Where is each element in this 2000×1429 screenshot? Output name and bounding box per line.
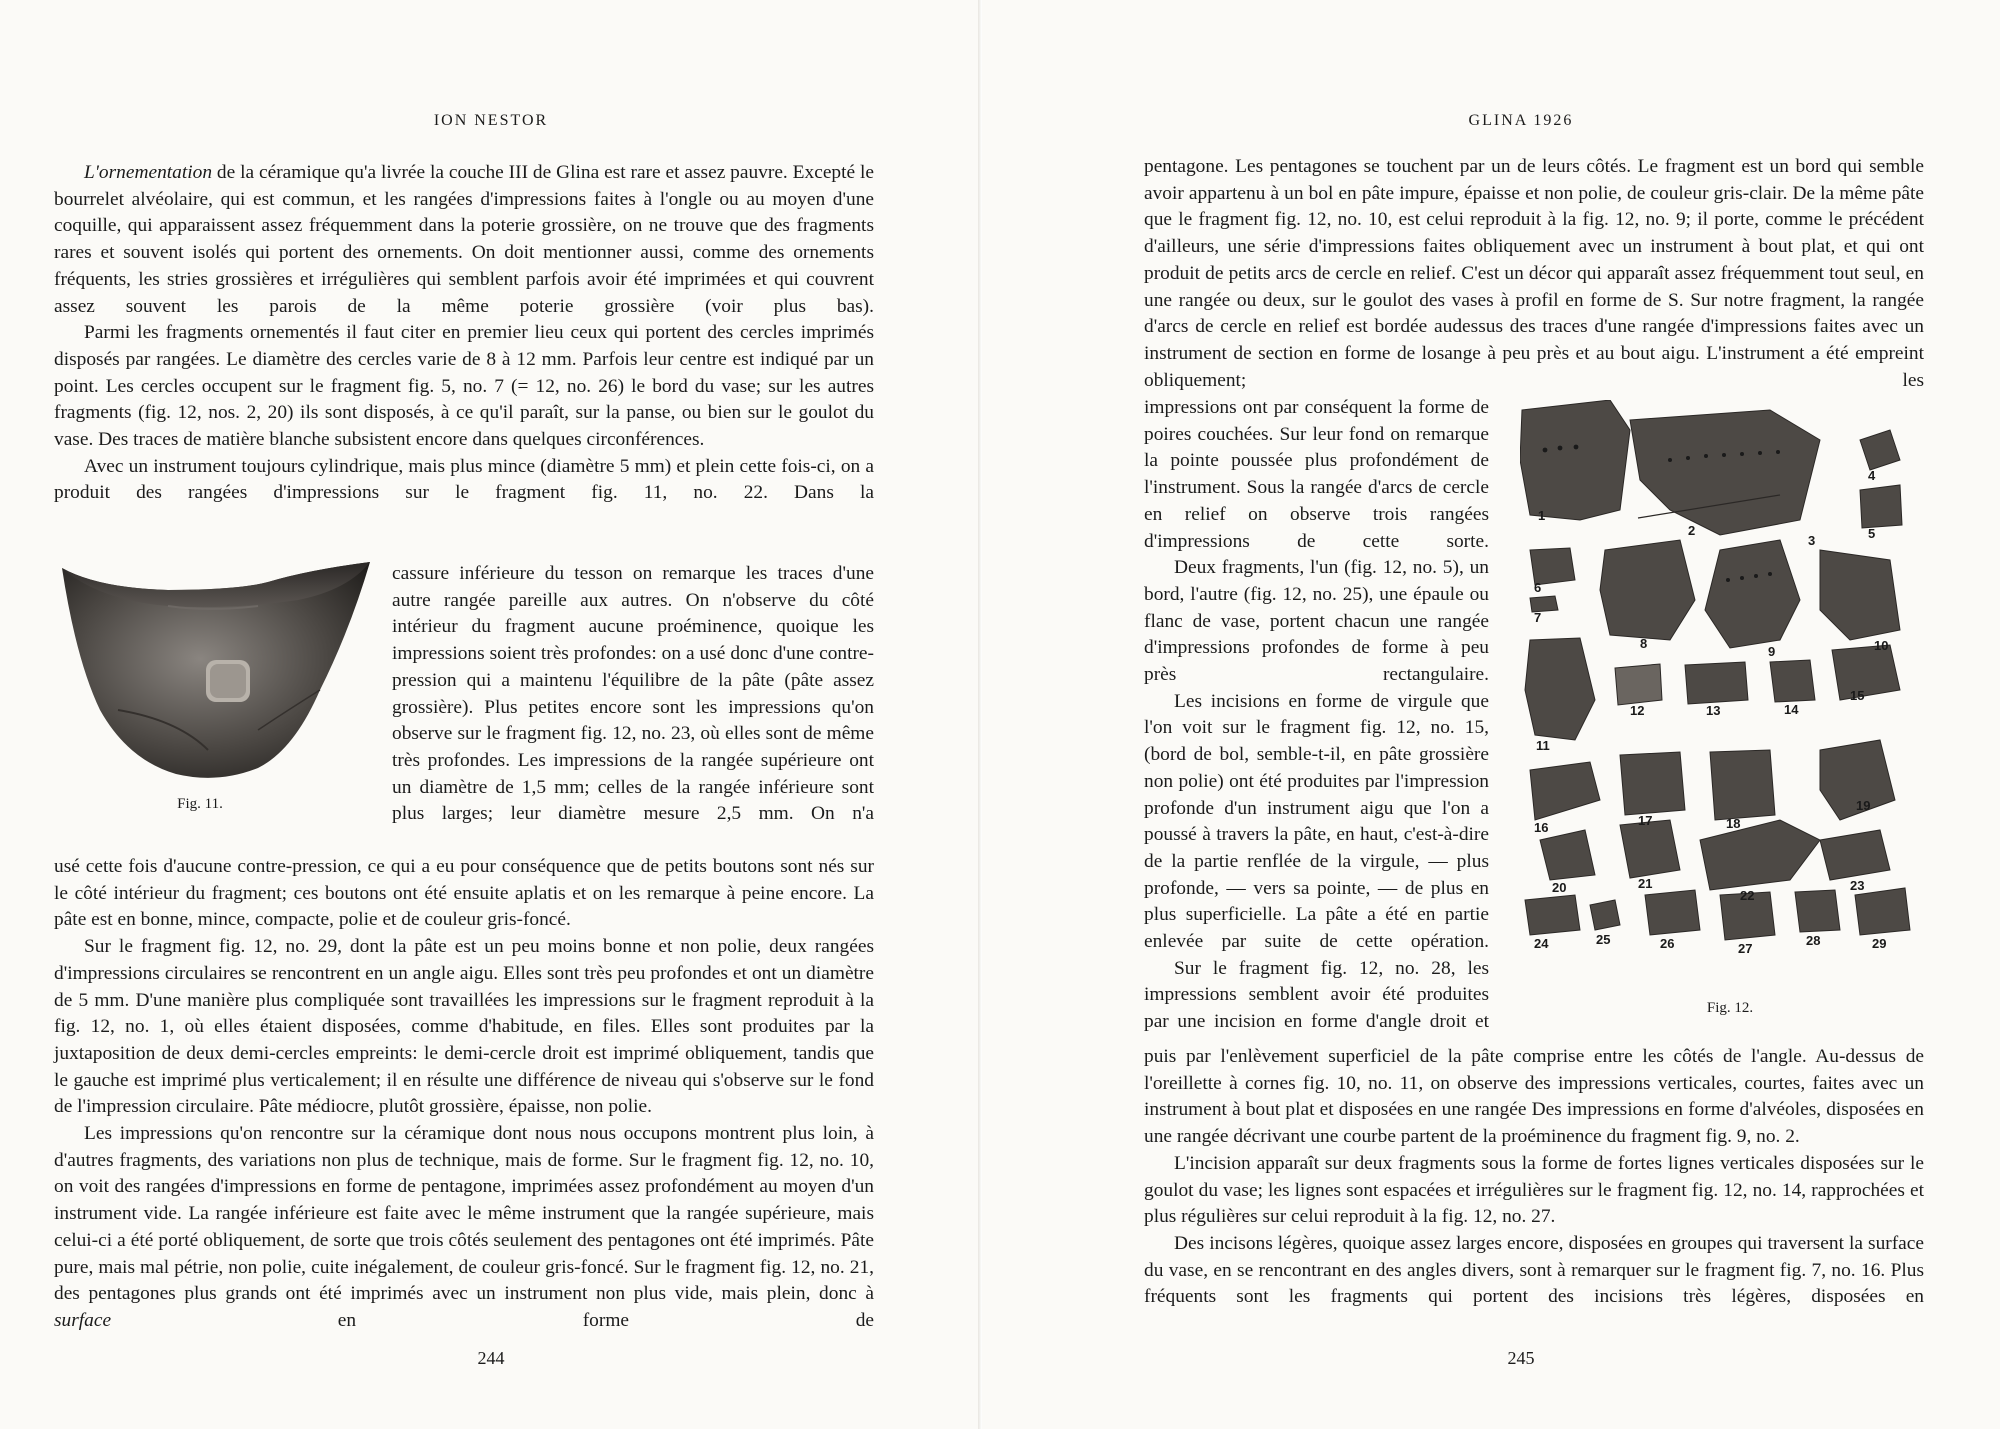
shard-20 [1540, 830, 1595, 880]
svg-text:24: 24 [1534, 936, 1549, 951]
shard-26 [1645, 890, 1700, 935]
bowl-photograph [58, 560, 376, 788]
running-head: GLINA 1926 [1468, 112, 1574, 129]
left-text-bottom [54, 854, 874, 1335]
shard-23 [1820, 830, 1890, 880]
shard-12 [1615, 664, 1662, 705]
svg-text:18: 18 [1726, 816, 1741, 831]
shard-22 [1700, 820, 1820, 890]
shard-13 [1685, 662, 1748, 704]
svg-text:1: 1 [1538, 508, 1546, 523]
svg-text:21: 21 [1638, 876, 1653, 891]
svg-text:2: 2 [1688, 523, 1696, 538]
svg-text:20: 20 [1552, 880, 1567, 895]
svg-text:10: 10 [1874, 638, 1889, 653]
svg-text:3: 3 [1808, 533, 1816, 548]
shard-18 [1710, 750, 1775, 820]
right-text-bottom [1144, 1044, 1924, 1311]
shard-4 [1860, 430, 1900, 470]
shard-10 [1820, 550, 1900, 640]
shard-14 [1770, 660, 1815, 702]
right-text-beside-figure [1144, 395, 1489, 1036]
shard-15 [1832, 645, 1900, 700]
svg-text:13: 13 [1706, 703, 1721, 718]
page-number: 245 [1507, 1348, 1535, 1368]
paragraph: pentagone. Les pentagones se touchent par un de leurs côtés. Le fragment est un bord qui semble avoir appartenu à un bol en pâte impure, épaisse et non polie, de couleur gris-clair. De la même pâte que le fragment fig. 12, no. 10, est celui reproduit à la fig. 12, no. 9; il porte, comme le précédent d'ailleurs, une série d'impressions faites obliquement avec un instrument à bout plat, et qui ont produit de petits arcs de cercle en relief. C'est un décor qui apparaît assez fréquemment tout seul, en une rangée ou deux, sur le goulot des vases à profil en forme de S. Sur notre fragment, la rangée d'arcs de cercle en relief est bordée audessus des traces d'une rangée d'impressions faites avec un instrument de section en forme de losange à peu près et au bout aigu. L'instrument a été empreint obliquement; les [1144, 156, 1924, 391]
paragraph: Les impressions qu'on rencontre sur la céramique dont nous nous occupons montrent plus loin, à d'autres fragments, des variations non plus de technique, mais de forme. Sur le fragment fig. 12, no. 10, on voit des rangées d'impressions en forme de pentagone, imprimées assez profondément au moyen d'un instrument vide. La rangée inférieure est faite avec le même instrument que la rangée supérieure, mais celui-ci a été porté obliquement, de sorte que trois côtés seulement des pentagones ont été imprimés. Pâte pure, mais mal pétrie, non polie, cuite inégalement, de couleur gris-foncé. Sur le fragment fig. 12, no. 21, des pentagones plus grands ont été imprimés avec un instrument non plus vide, mais plein, donc à surface en forme de [54, 1123, 874, 1331]
paragraph: cassure inférieure du tesson on remarque les traces d'une autre rangée pareille aux autres. On n'observe du côté intérieur du fragment aucune proéminence, quoique les impressions soient très profondes: on a usé donc d'une contre-pression qui a maintenu l'équilibre de la pâte (pâte assez grossière). Plus petites encore sont les impressions qu'on observe sur le fragment fig. 12, no. 23, où elles sont de même très profondes. Les impressions de la rangée supérieure ont un diamètre de 1,5 mm; celles de la rangée inférieure sont plus larges; leur diamètre mesure 2,5 mm. On n'a [392, 563, 874, 825]
right-text-top [1144, 154, 1924, 394]
svg-text:11: 11 [1536, 738, 1550, 753]
paragraph: Les incisions en forme de virgule que l'on voit sur le fragment fig. 12, no. 15, (bord de bol, semble-t-il, en pâte grossière non polie) ont été produites par l'impression profonde d'un instrument aigu que l'on a poussé à travers la pâte, en haut, c'est-à-dire de la partie renflée de la virgule, — plus profonde, — vers sa pointe, — de plus en plus superficielle. La pâte a été en partie enlevée par suite de cette opération. [1144, 690, 1489, 953]
paragraph: Deux fragments, l'un (fig. 12, no. 5), un bord, l'autre (fig. 12, no. 25), une épaule ou flanc de vase, portent chacun une rangée d'impressions profondes de forme à peu près rectangulaire. [1144, 557, 1489, 686]
svg-text:4: 4 [1868, 468, 1876, 483]
shard-29 [1855, 888, 1910, 935]
svg-text:23: 23 [1850, 878, 1865, 893]
svg-text:7: 7 [1534, 610, 1542, 625]
svg-text:28: 28 [1806, 933, 1821, 948]
svg-text:25: 25 [1596, 932, 1611, 947]
section-lead: L'ornementation [84, 162, 213, 183]
svg-text:27: 27 [1738, 941, 1753, 956]
svg-text:29: 29 [1872, 936, 1887, 951]
svg-text:17: 17 [1638, 813, 1653, 828]
paragraph: Sur le fragment fig. 12, no. 29, dont la pâte est un peu moins bonne et non polie, deux rangées d'impressions circulaires se rencontrent en un angle aigu. Elles sont très peu profondes et ont un diamètre de 5 mm. D'une manière plus compliquée sont travaillées les impressions sur le fragment reproduit à la fig. 12, no. 1, où elles étaient disposées, comme d'habitude, en files. Elles sont produites par la juxtaposition de deux demi-cercles empreints: le demi-cercle droit est imprimé obliquement, tandis que le gauche est imprimé plus verticalement; il en résulte une différence de niveau qui s'observe sur le fond de l'impression circulaire. Pâte médiocre, plutôt grossière, épaisse, non polie. [54, 936, 874, 1118]
paragraph: L'incision apparaît sur deux fragments sous la forme de fortes lignes verticales disposées sur le goulot du vase; les lignes sont espacées et irrégulières sur le fragment fig. 12, no. 14, rapprochées et plus régulières sur celui reproduit à la fig. 12, no. 27. [1144, 1152, 1924, 1228]
paragraph: Avec un instrument toujours cylindrique, mais plus mince (diamètre 5 mm) et plein cette fois-ci, on a produit des rangées d'impressions sur le fragment fig. 11, no. 22. Dans la [54, 455, 874, 504]
running-head: ION NESTOR [433, 112, 549, 129]
left-page [0, 0, 982, 1429]
figure-12-caption: Fig. 12. [1706, 1000, 1754, 1016]
svg-text:15: 15 [1850, 688, 1865, 703]
shard-8 [1600, 540, 1695, 640]
shard-9 [1705, 540, 1800, 648]
left-text-beside-figure [392, 561, 874, 828]
paragraph: de la céramique qu'a livrée la couche III de Glina est rare et assez pauvre. Excepté le bourrelet alvéolaire, qui est commun, et les rangées d'impressions faites à l'ongle ou au moyen d'une coquille, qui apparaissent assez fréquemment dans la poterie grossière, on ne trouve que des fragments rares et souvent isolés qui portent des ornements. On doit mentionner aussi, comme des ornements fréquents, les stries grossières et irrégulières qui semblent parfois avoir été imprimées et qui couvrent assez souvent les parois de la même poterie grossière (voir plus bas). [54, 162, 874, 317]
shard-24 [1525, 895, 1580, 935]
svg-text:26: 26 [1660, 936, 1675, 951]
svg-text:8: 8 [1640, 636, 1648, 651]
shard-5 [1860, 485, 1902, 528]
shard-16 [1530, 762, 1600, 820]
svg-text:22: 22 [1740, 888, 1755, 903]
paragraph: Parmi les fragments ornementés il faut citer en premier lieu ceux qui portent des cercles imprimés disposés par rangées. Le diamètre des cercles varie de 8 à 12 mm. Parfois leur centre est indiqué par un point. Les cercles occupent sur le fragment fig. 5, no. 7 (= 12, no. 26) le bord du vase; sur les autres fragments (fig. 12, nos. 2, 20) ils sont disposés, à ce qu'il paraît, sur la panse, ou bien sur le goulot du vase. Des traces de matière blanche subsistent encore dans quelques circonférences. [54, 322, 874, 451]
svg-text:6: 6 [1534, 580, 1542, 595]
paragraph: puis par l'enlèvement superficiel de la pâte comprise entre les côtés de l'angle. Au-dessus de l'oreillette à cornes fig. 10, no. 11, on observe des impressions verticales, courtes, faites avec un instrument à bout plat et disposées en une rangée Des impressions en forme d'alvéoles, disposées en une rangée décrivant une courbe partent de la proéminence du fragment fig. 9, no. 2. [1144, 1046, 1924, 1148]
svg-text:5: 5 [1868, 526, 1876, 541]
svg-text:16: 16 [1534, 820, 1549, 835]
paragraph: usé cette fois d'aucune contre-pression, ce qui a eu pour conséquence que de petits boutons sont nés sur le côté intérieur du fragment; ces boutons ont été ensuite aplatis et on les remarque à peine encore. La pâte est en bonne, mince, compacte, polie et de couleur gris-foncé. [54, 856, 874, 931]
page-number: 244 [477, 1348, 505, 1368]
paragraph: impressions ont par conséquent la forme de poires couchées. Sur leur fond on remarque la pointe poussée plus profondément de l'instrument. Sous la rangée d'arcs de cercle en relief on observe trois rangées d'impressions de cette sorte. [1144, 397, 1489, 552]
shard-17 [1620, 752, 1685, 815]
paragraph: Sur le fragment fig. 12, no. 28, les impressions semblent avoir été produites par une incision en forme d'angle droit et [1144, 957, 1489, 1033]
svg-text:9: 9 [1768, 644, 1776, 659]
shard-1 [1520, 400, 1630, 520]
left-text-top [54, 160, 874, 507]
shard-28 [1795, 890, 1840, 932]
figure-11-caption: Fig. 11. [177, 796, 223, 812]
shard-11 [1525, 638, 1595, 740]
shard-2 [1630, 410, 1820, 535]
svg-text:14: 14 [1784, 702, 1799, 717]
svg-text:12: 12 [1630, 703, 1645, 718]
pottery-fragments-plate [1520, 400, 1940, 990]
shard-21 [1620, 820, 1680, 878]
svg-text:19: 19 [1856, 798, 1871, 813]
paragraph: Des incisons légères, quoique assez larges encore, disposées en groupes qui traversent la surface du vase, en se rencontrant en des angles divers, sont à remarquer sur le fragment fig. 7, no. 16. Plus fréquents sont les fragments qui portent des incisions très légères, disposées en [1144, 1232, 1924, 1308]
shard-25 [1590, 900, 1620, 930]
